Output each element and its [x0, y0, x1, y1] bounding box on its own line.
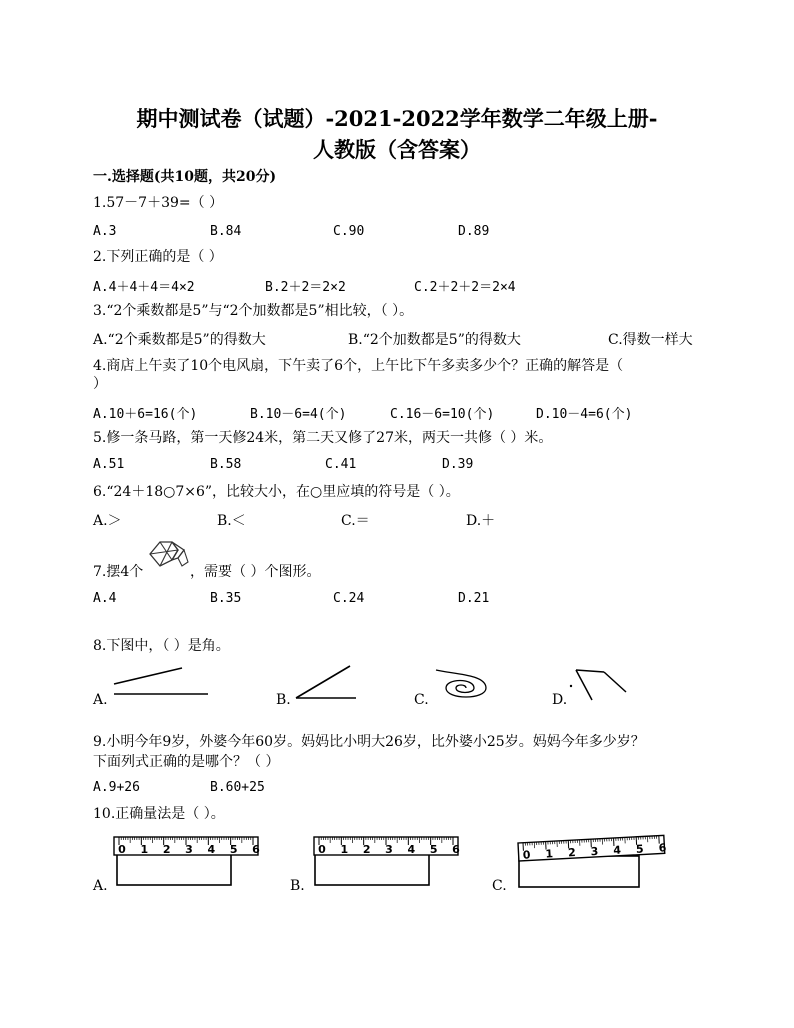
question-5-stem: 5.修一条马路，第一天修24米，第二天又修了27米，两天一共修（ ）米。 — [93, 430, 553, 446]
q10-option-a[interactable]: A. — [93, 878, 108, 894]
section-heading: 一.选择题(共10题，共20分) — [93, 169, 277, 185]
q4-option-c[interactable]: C.16－6=10(个) — [390, 407, 495, 422]
question-10-stem: 10.正确量法是（ ）。 — [93, 806, 225, 822]
q5-option-b[interactable]: B.58 — [210, 457, 242, 472]
q3-option-a[interactable]: A.“2个乘数都是5”的得数大 — [93, 332, 266, 348]
q6-option-a[interactable]: A.＞ — [93, 513, 122, 529]
tangram-shape-icon — [148, 536, 190, 574]
q1-option-c[interactable]: C.90 — [333, 224, 365, 239]
question-3-stem: 3.“2个乘数都是5”与“2个加数都是5”相比较，（ ）。 — [93, 303, 414, 319]
ruler-tick-label: 2 — [567, 846, 577, 860]
q10-option-c[interactable]: C. — [492, 878, 507, 894]
q5-option-a[interactable]: A.51 — [93, 457, 125, 472]
q8-option-c[interactable]: C. — [414, 692, 429, 708]
q5-option-d[interactable]: D.39 — [442, 457, 474, 472]
q2-option-a[interactable]: A.4＋4＋4＝4×2 — [93, 280, 195, 295]
question-4-stem-line1: 4.商店上午卖了10个电风扇，下午卖了6个，上午比下午多卖多少个？正确的解答是（ — [93, 358, 624, 374]
ruler-tick-label: 4 — [613, 843, 622, 858]
ruler-tick-label: 1 — [545, 847, 554, 861]
q8-option-b[interactable]: B. — [276, 692, 291, 708]
q8-figure-a-lines — [110, 664, 210, 700]
q10-figure-b-ruler — [312, 837, 460, 889]
q4-option-b[interactable]: B.10－6=4(个) — [250, 407, 347, 422]
ruler-tick-label: 3 — [185, 843, 193, 856]
q3-option-b[interactable]: B.“2个加数都是5”的得数大 — [348, 332, 521, 348]
ruler-tick-label: 1 — [140, 843, 149, 856]
q7-option-c[interactable]: C.24 — [333, 591, 365, 606]
q5-option-c[interactable]: C.41 — [325, 457, 357, 472]
ruler-tick-label: 4 — [207, 843, 216, 856]
q7-option-a[interactable]: A.4 — [93, 591, 117, 606]
ruler-tick-label: 1 — [340, 843, 349, 856]
ruler-tick-label: 5 — [429, 843, 438, 856]
q10-figure-a-ruler — [114, 837, 260, 889]
ruler-tick-label: 0 — [318, 843, 326, 856]
q1-option-a[interactable]: A.3 — [93, 224, 117, 239]
page-title-line1: 期中测试卷（试题）-2021-2022学年数学二年级上册- — [136, 106, 658, 131]
q8-option-a[interactable]: A. — [93, 692, 108, 708]
ruler-tick-label: 4 — [407, 843, 416, 856]
ruler — [314, 837, 460, 856]
ruler — [518, 835, 667, 862]
q6-option-d[interactable]: D.＋ — [466, 513, 496, 529]
q8-option-d[interactable]: D. — [552, 692, 568, 708]
ruler-tick-label: 2 — [362, 843, 371, 856]
question-7-stem-suffix: ，需要（ ）个图形。 — [190, 564, 321, 580]
q8-figure-d-broken-angle — [568, 664, 628, 704]
q4-option-d[interactable]: D.10－4=6(个) — [536, 407, 633, 422]
q2-option-c[interactable]: C.2＋2＋2＝2×4 — [414, 280, 516, 295]
question-4-stem-line2: ） — [93, 376, 107, 392]
q8-figure-b-angle — [294, 662, 358, 702]
question-8-stem: 8.下图中，（ ）是角。 — [93, 638, 230, 654]
q10-figure-c-ruler — [516, 835, 668, 891]
page-title-line2: 人教版（含答案） — [313, 137, 481, 162]
q8-figure-c-spiral — [432, 664, 492, 704]
ruler-tick-label: 2 — [162, 843, 171, 856]
q7-option-b[interactable]: B.35 — [210, 591, 242, 606]
ruler-tick-label: 3 — [385, 843, 393, 856]
ruler-tick-label: 6 — [452, 843, 460, 856]
question-6-stem: 6.“24＋18○7×6”，比较大小，在○里应填的符号是（ ）。 — [93, 484, 460, 500]
q6-option-c[interactable]: C.＝ — [341, 513, 370, 529]
q2-option-b[interactable]: B.2＋2＝2×2 — [265, 280, 346, 295]
ruler-tick-label: 6 — [252, 843, 260, 856]
ruler-tick-label: 5 — [635, 842, 644, 856]
q1-option-d[interactable]: D.89 — [458, 224, 490, 239]
q3-option-c[interactable]: C.得数一样大 — [608, 332, 693, 348]
q4-option-a[interactable]: A.10＋6=16(个) — [93, 407, 198, 422]
ruler — [114, 837, 260, 856]
ruler-tick-label: 0 — [118, 843, 126, 856]
ruler-tick-label: 5 — [229, 843, 238, 856]
ruler-tick-label: 0 — [522, 848, 531, 862]
question-9-stem-line1: 9.小明今年9岁，外婆今年60岁。妈妈比小明大26岁，比外婆小25岁。妈妈今年多少岁？ — [93, 734, 645, 750]
q10-option-b[interactable]: B. — [290, 878, 305, 894]
question-1-stem: 1.57－7＋39=（ ） — [93, 195, 224, 211]
q1-option-b[interactable]: B.84 — [210, 224, 242, 239]
q9-option-b[interactable]: B.60+25 — [210, 780, 265, 795]
q7-option-d[interactable]: D.21 — [458, 591, 490, 606]
question-2-stem: 2.下列正确的是（ ） — [93, 249, 223, 265]
q9-option-a[interactable]: A.9+26 — [93, 780, 140, 795]
ruler-tick-label: 3 — [590, 844, 599, 859]
question-9-stem-line2: 下面列式正确的是哪个？（ ） — [93, 754, 280, 770]
ruler-tick-label: 6 — [658, 841, 667, 855]
q6-option-b[interactable]: B.＜ — [217, 513, 246, 529]
question-7-stem-prefix: 7.摆4个 — [93, 564, 144, 580]
